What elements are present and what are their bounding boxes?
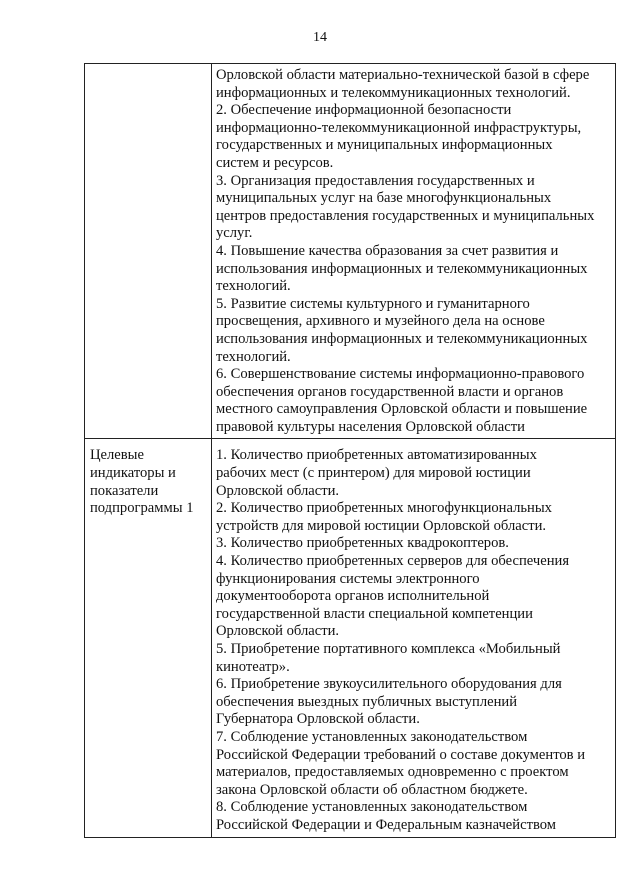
content-line: услуг.: [216, 225, 253, 242]
content-line: систем и ресурсов.: [216, 154, 334, 171]
row-label-cell: [85, 64, 212, 439]
row-label-cell: [85, 439, 212, 837]
content-line: документооборота органов исполнительной: [216, 588, 490, 605]
content-line: Губернатора Орловской области.: [216, 711, 420, 728]
content-line: 8. Соблюдение установленных законодательством: [216, 799, 528, 816]
content-line: 4. Повышение качества образования за счет развития и: [216, 242, 559, 259]
content-line: кинотеатр».: [216, 658, 290, 675]
content-line: государственной власти специальной компетенции: [216, 605, 533, 622]
content-line: 2. Количество приобретенных многофункциональных: [216, 500, 552, 517]
content-line: Орловской области.: [216, 623, 340, 640]
content-line: центров предоставления государственных и муниципальных: [216, 207, 595, 224]
content-line: 5. Развитие системы культурного и гуманитарного: [216, 295, 530, 312]
label-line: Целевые: [90, 447, 144, 464]
content-line: просвещения, архивного и музейного дела на основе: [216, 313, 545, 330]
label-line: индикаторы и: [90, 465, 176, 482]
content-line: 3. Количество приобретенных квадрокоптеров.: [216, 535, 509, 552]
content-line: Российской Федерации и Федеральным казначейством: [216, 816, 556, 833]
content-line: информационно-телекоммуникационной инфраструктуры,: [216, 119, 582, 136]
content-line: правовой культуры населения Орловской области: [216, 418, 525, 435]
content-line: функционирования системы электронного: [216, 570, 480, 587]
content-line: 6. Совершенствование системы информационно-правового: [216, 366, 585, 383]
content-line: материалов, предоставляемых одновременно с проектом: [216, 764, 569, 781]
content-line: рабочих мест (с принтером) для мировой юстиции: [216, 465, 531, 482]
content-line: информационных и телекоммуникационных технологий.: [216, 84, 571, 101]
content-line: государственных и муниципальных информационных: [216, 137, 553, 154]
content-line: муниципальных услуг на базе многофункциональных: [216, 190, 552, 207]
passport-table: [84, 63, 616, 838]
table-row: [85, 64, 616, 439]
content-line: Орловской области.: [216, 482, 340, 499]
table-row: [85, 439, 616, 837]
content-line: технологий.: [216, 278, 291, 295]
content-line: использования информационных и телекоммуникационных: [216, 260, 588, 277]
content-line: 7. Соблюдение установленных законодательством: [216, 728, 528, 745]
content-line: устройств для мировой юстиции Орловской области.: [216, 517, 547, 534]
content-line: 1. Количество приобретенных автоматизированных: [216, 447, 537, 464]
content-line: 2. Обеспечение информационной безопасности: [216, 102, 512, 119]
row-content-cell: [212, 439, 616, 837]
content-line: закона Орловской области об областном бюджете.: [216, 781, 528, 798]
content-line: 6. Приобретение звукоусилительного оборудования для: [216, 676, 562, 693]
content-line: технологий.: [216, 348, 291, 365]
label-line: подпрограммы 1: [90, 500, 194, 517]
content-line: 3. Организация предоставления государственных и: [216, 172, 535, 189]
content-line: Российской Федерации требований о составе документов и: [216, 746, 586, 763]
content-line: использования информационных и телекоммуникационных: [216, 330, 588, 347]
row-content-cell: [212, 64, 616, 439]
content-line: обеспечения органов государственной власти и органов: [216, 383, 564, 400]
page-number: 14: [313, 30, 327, 45]
content-line: местного самоуправления Орловской области и повышение: [216, 401, 588, 418]
content-line: 4. Количество приобретенных серверов для обеспечения: [216, 553, 570, 570]
content-line: обеспечения выездных публичных выступлений: [216, 693, 518, 710]
content-line: Орловской области материально-технической базой в сфере: [216, 67, 590, 83]
label-line: показатели: [90, 482, 159, 499]
content-line: 5. Приобретение портативного комплекса «Мобильный: [216, 641, 561, 657]
